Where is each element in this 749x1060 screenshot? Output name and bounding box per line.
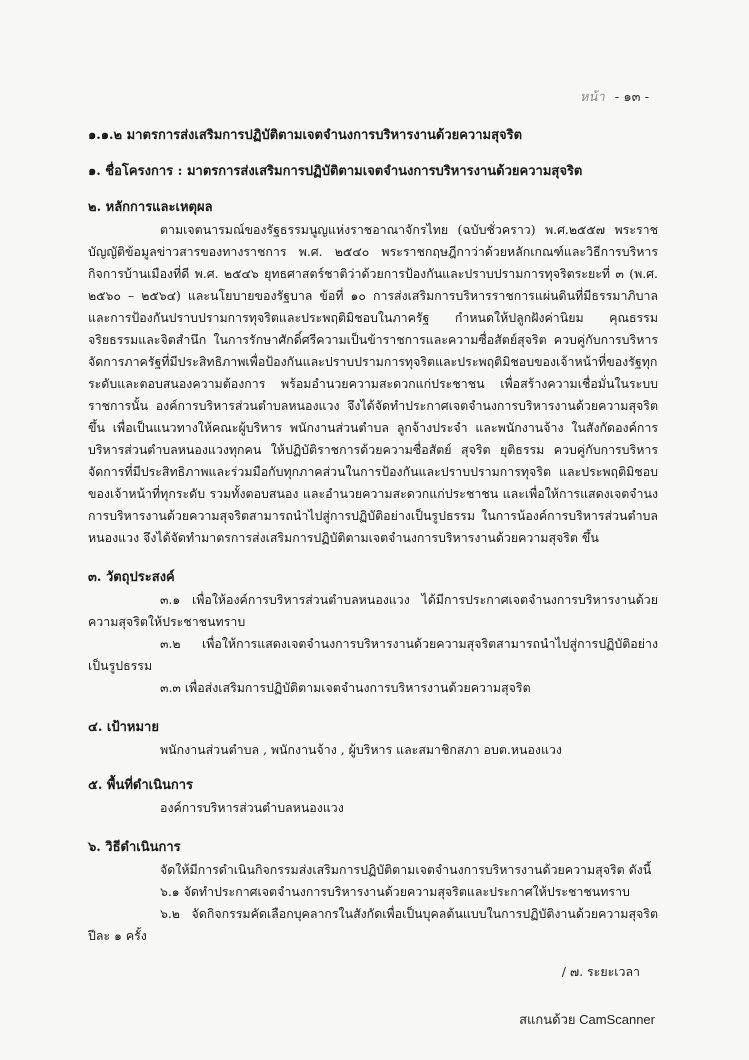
scanner-watermark: สแกนด้วย CamScanner — [519, 1012, 655, 1027]
objective-item-1: ๓.๑ เพื่อให้องค์การบริหารส่วนตำบลหนองแวง ได้มีการประกาศเจตจำนงการบริหารงานด้วยความสุจริตให้ประชาชนทราบ — [88, 592, 658, 629]
objectives-heading: ๓. วัตถุประสงค์ — [88, 570, 175, 585]
rationale-heading: ๒. หลักการและเหตุผล — [88, 200, 213, 215]
method-item-2: ๖.๒ จัดกิจกรรมคัดเลือกบุคลากรในสังกัดเพื่อเป็นบุคลต้นแบบในการปฏิบัติงานด้วยความสุจริตปีละ ๑ ครั้ง — [88, 906, 658, 943]
rationale-paragraph: ตามเจตนารมณ์ของรัฐธรรมนูญแห่งราชอาณาจักรไทย (ฉบับชั่วคราว) พ.ศ.๒๕๕๗ พระราชบัญญัติข้อมูลข่าวสารของทางราชการ พ.ศ. ๒๕๔๐ พระราชกฤษฎีกาว่าด้วยหลักเกณฑ์และวิธีการบริหารกิจการบ้านเมืองที่ดี พ.ศ. ๒๕๔๖ ยุทธศาสตร์ชาติว่าด้วยการป้องกันและปราบปรามการทุจริตระยะที่ ๓ (พ.ศ. ๒๕๖๐ – ๒๕๖๔) และนโยบายของรัฐบาล ข้อที่ ๑๐ การส่งเสริมการบริหารราชการแผ่นดินที่มีธรรมาภิบาลและการป้องกันปราบปรามการทุจริตและประพฤติมิชอบในภาครัฐ กำหนดให้ปลูกฝังค่านิยม คุณธรรม จริยธรรมและจิตสำนึก ในการรักษาศักดิ์ศรีความเป็นข้าราชการและความซื่อสัตย์สุจริต ควบคู่กับการบริหารจัดการภาครัฐที่มีประสิทธิภาพเพื่อป้องกันและปราบปรามการทุจริตและประพฤติมิชอบของเจ้าหน้าที่ของรัฐทุกระดับและตอบสนองความต้องการ พร้อมอำนวยความสะดวกแก่ประชาชน เพื่อสร้างความเชื่อมั่นในระบบราชการนั้น องค์การบริหารส่วนตำบลหนองแวง จึงได้จัดทำประกาศเจตจำนงการบริหารงานด้วยความสุจริต ขึ้น เพื่อเป็นแนวทางให้คณะผู้บริหาร พนักงานส่วนตำบล ลูกจ้างประจำ และพนักงานจ้าง ในสังกัดองค์การบริหารส่วนตำบลหนองแวงทุกคน ให้ปฏิบัติราชการด้วยความซื่อสัตย์ สุจริต ยุติธรรม ควบคู่กับการบริหารจัดการที่มีประสิทธิภาพและร่วมมือกับทุกภาคส่วนในการป้องกันและปราบปรามการทุจริต และประพฤติมิชอบของเจ้าหน้าที่ทุกระดับ รวมทั้งตอบสนอง และอำนวยความสะดวกแก่ประชาชน และเพื่อให้การแสดงเจตจำนงการบริหารงานด้วยความสุจริตสามารถนำไปสู่การปฏิบัติอย่างเป็นรูปธรรม ในการน้องค์การบริหารส่วนตำบลหนองแวง จึงได้จัดทำมาตรการส่งเสริมการปฏิบัติตามเจตจำนงการบริหารงานด้วยความสุจริต ขึ้น — [88, 222, 658, 545]
page-number-value: - ๑๓ - — [614, 90, 649, 105]
area-text: องค์การบริหารส่วนตำบลหนองแวง — [160, 800, 344, 815]
section-title: ๑.๑.๒ มาตรการส่งเสริมการปฏิบัติตามเจตจำนงการบริหารงานด้วยความสุจริต — [88, 128, 523, 143]
target-text: พนักงานส่วนตำบล , พนักงานจ้าง , ผู้บริหาร และสมาชิกสภา อบต.หนองแวง — [160, 742, 562, 757]
continuation-note: / ๗. ระยะเวลา — [561, 964, 640, 979]
method-intro: จัดให้มีการดำเนินกิจกรรมส่งเสริมการปฏิบัติตามเจตจำนงการบริหารงานด้วยความสุจริต ดังนี้ — [160, 862, 652, 877]
area-heading: ๕. พื้นที่ดำเนินการ — [88, 778, 194, 793]
method-item-1: ๖.๑ จัดทำประกาศเจตจำนงการบริหารงานด้วยความสุจริตและประกาศให้ประชาชนทราบ — [160, 884, 630, 899]
method-heading: ๖. วิธีดำเนินการ — [88, 840, 181, 855]
project-name-heading: ๑. ชื่อโครงการ : มาตรการส่งเสริมการปฏิบัติตามเจตจำนงการบริหารงานด้วยความสุจริต — [88, 164, 583, 179]
page-label: หน้า — [579, 90, 605, 105]
page-number — [580, 86, 649, 107]
document-body — [88, 125, 658, 983]
objective-item-3: ๓.๓ เพื่อส่งเสริมการปฏิบัติตามเจตจำนงการบริหารงานด้วยความสุจริต — [160, 680, 531, 695]
objective-item-2: ๓.๒ เพื่อให้การแสดงเจตจำนงการบริหารงานด้วยความสุจริตสามารถนำไปสู่การปฏิบัติอย่างเป็นรูปธรรม — [88, 636, 658, 673]
target-heading: ๔. เป้าหมาย — [88, 720, 159, 735]
